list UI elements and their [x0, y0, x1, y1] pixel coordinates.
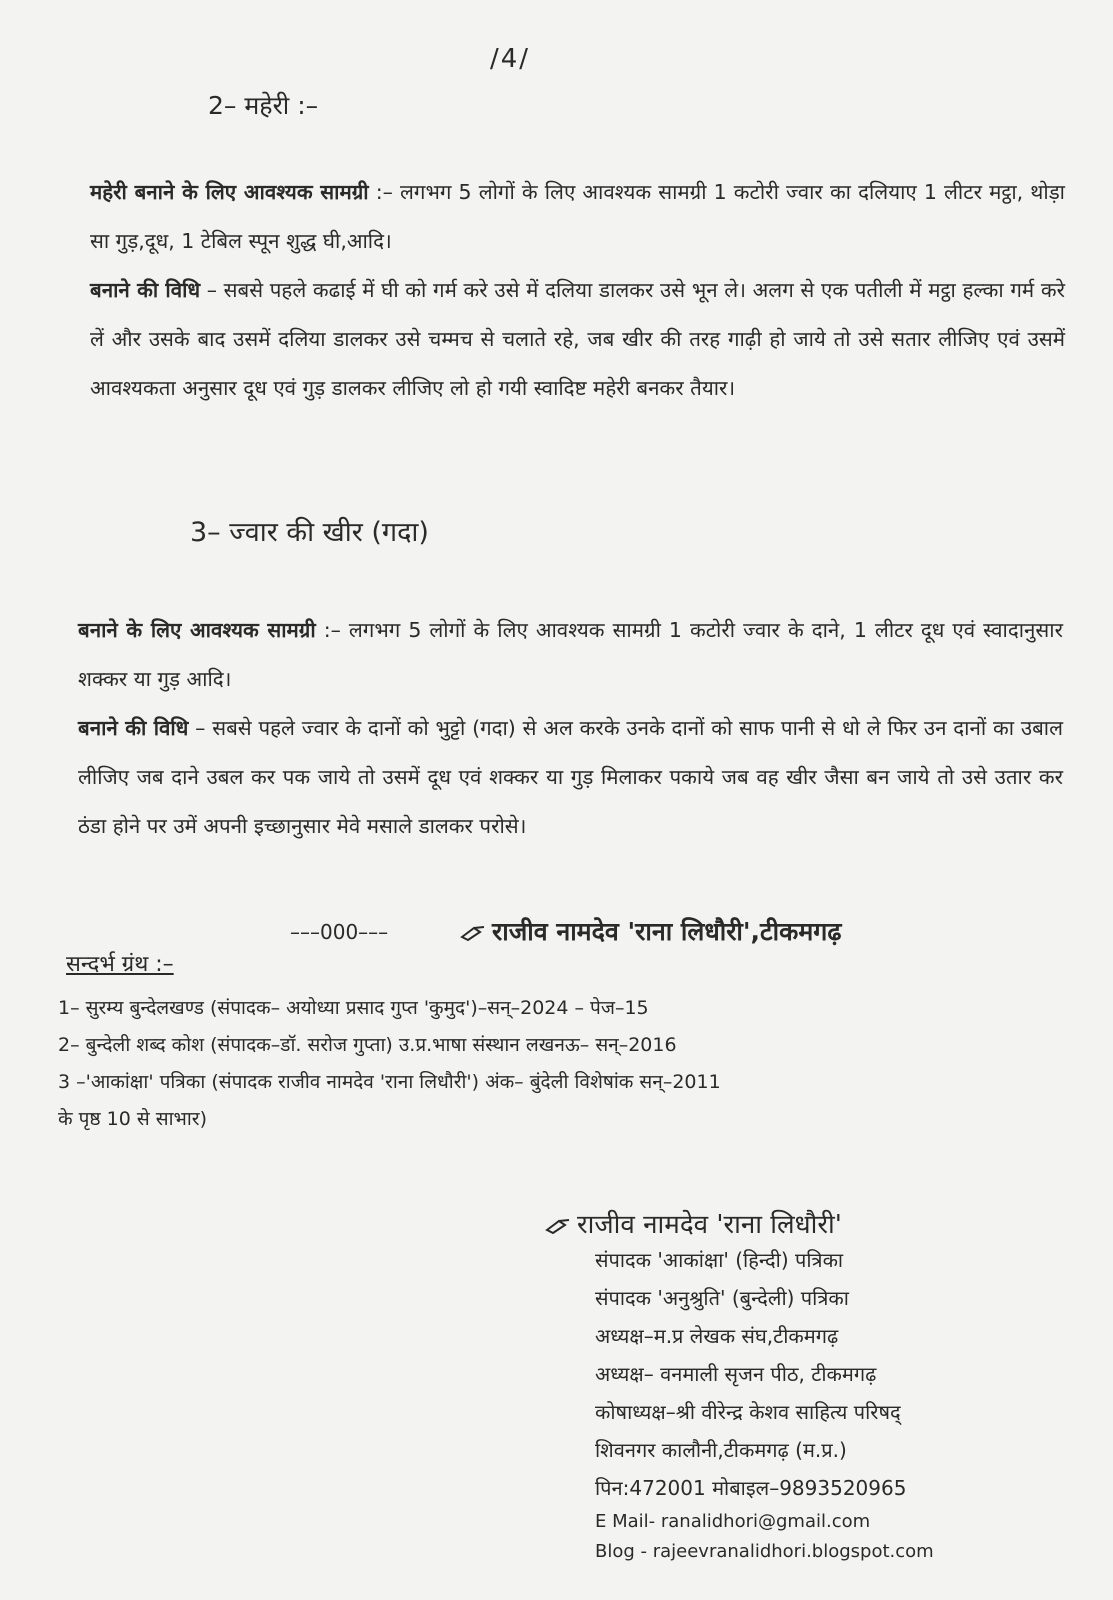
- signature-line: पिन:472001 मोबाइल–9893520965: [595, 1476, 907, 1500]
- section2-method: [90, 266, 1065, 413]
- section3-ingredients-text: :– लगभग 5 लोगों के लिए आवश्यक सामग्री 1 कटोरी ज्वार के दाने, 1 लीटर दूध एवं स्वादानुसार शक्कर या गुड़ आदि।: [78, 618, 1063, 691]
- section2-heading: 2– महेरी :–: [208, 91, 319, 120]
- section3-method-label: बनाने की विधि: [78, 716, 189, 740]
- section3-ingredients-label: बनाने के लिए आवश्यक सामग्री: [78, 618, 316, 642]
- section2-body: [90, 168, 1065, 413]
- section3-heading: 3– ज्वार की खीर (गदा): [190, 517, 429, 548]
- section3-method-text: – सबसे पहले ज्वार के दानों को भुट्टो (गदा) से अल करके उनके दानों को साफ पानी से धो ले फिर उन दानों का उबाल लीजिए जब दाने उबल कर पक जाये तो उसमें दूध एवं शक्कर या गुड़ मिलाकर पकाये जब वह खीर जैसा बन जाये तो उसे उतार कर ठंडा होने पर उमें अपनी इच्छानुसार मेवे मसाले डालकर परोसे।: [78, 716, 1064, 838]
- reference-item: 2– बुन्देली शब्द कोश (संपादक–डॉ. सरोज गुप्ता) उ.प्र.भाषा संस्थान लखनऊ– सन्–2016: [58, 1034, 677, 1056]
- references-title: सन्दर्भ ग्रंथ :–: [66, 952, 174, 977]
- signature-line: शिवनगर कालौनी,टीकमगढ़ (म.प्र.): [595, 1438, 847, 1462]
- author-byline-text: राजीव नामदेव 'राना लिधौरी',टीकमगढ़: [492, 917, 842, 946]
- reference-item: के पृष्ठ 10 से साभार): [58, 1108, 207, 1130]
- signature-line: अध्यक्ष– वनमाली सृजन पीठ, टीकमगढ़: [595, 1362, 877, 1386]
- reference-item: 3 –'आकांक्षा' पत्रिका (संपादक राजीव नामदेव 'राना लिधौरी') अंक– बुंदेली विशेषांक सन्–2011: [58, 1071, 721, 1093]
- signature-line: कोषाध्यक्ष–श्री वीरेन्द्र केशव साहित्य परिषद्: [595, 1400, 901, 1424]
- signature-name-line: [545, 1205, 934, 1241]
- section2-method-label: बनाने की विधि: [90, 278, 201, 302]
- signature-block: [545, 1205, 934, 1567]
- reference-item: 1– सुरम्य बुन्देलखण्ड (संपादक– अयोध्या प्रसाद गुप्त 'कुमुद')–सन्–2024 – पेज–15: [58, 997, 649, 1019]
- signature-line: अध्यक्ष–म.प्र लेखक संघ,टीकमगढ़: [595, 1324, 839, 1348]
- signature-line: संपादक 'आकांक्षा' (हिन्दी) पत्रिका: [595, 1248, 844, 1272]
- author-byline: [460, 914, 841, 948]
- signature-details: [595, 1241, 934, 1567]
- section2-ingredients-text: :– लगभग 5 लोगों के लिए आवश्यक सामग्री 1 कटोरी ज्वार का दलियाए 1 लीटर मट्ठा, थोड़ा सा गुड़,दूध, 1 टेबिल स्पून शुद्ध घी,आदि।: [90, 180, 1065, 253]
- references-list: [58, 990, 1058, 1138]
- section2-ingredients: [90, 168, 1065, 266]
- section3-ingredients: [78, 606, 1063, 704]
- signature-name: राजीव नामदेव 'राना लिधौरी': [577, 1210, 842, 1240]
- pen-icon: [460, 925, 486, 941]
- signature-blog: Blog - rajeevranalidhori.blogspot.com: [595, 1541, 934, 1562]
- section2-method-text: – सबसे पहले कढाई में घी को गर्म करे उसे में दलिया डालकर उसे भून ले। अलग से एक पतीली में मट्ठा हल्का गर्म करे लें और उसके बाद उसमें दलिया डालकर उसे चम्मच से चलाते रहे, जब खीर की तरह गाढ़ी हो जाये तो उसे सतार लीजिए एवं उसमें आवश्यकता अनुसार दूध एवं गुड़ डालकर लीजिए लो हो गयी स्वादिष्ट महेरी बनकर तैयार।: [90, 278, 1065, 400]
- pen-icon: [545, 1218, 571, 1234]
- signature-email: E Mail- ranalidhori@gmail.com: [595, 1511, 871, 1532]
- section3-method: [78, 704, 1063, 851]
- separator: –––000–––: [290, 920, 389, 944]
- signature-line: संपादक 'अनुश्रुति' (बुन्देली) पत्रिका: [595, 1286, 849, 1310]
- section3-body: [78, 606, 1063, 851]
- page-number: /4/: [490, 44, 531, 74]
- section2-ingredients-label: महेरी बनाने के लिए आवश्यक सामग्री: [90, 180, 369, 204]
